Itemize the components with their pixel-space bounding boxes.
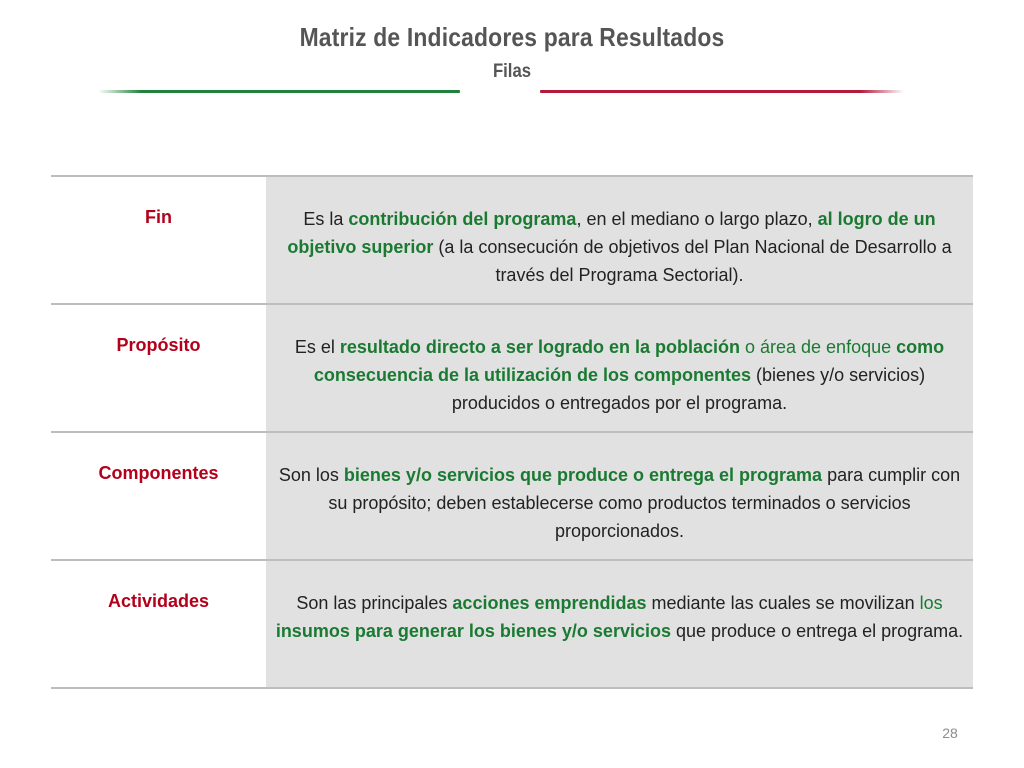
desc-highlight: acciones emprendidas [452, 593, 647, 613]
desc-segment: Son las principales [296, 593, 453, 613]
row-label-componentes: Componentes [51, 433, 266, 559]
page-title: Matriz de Indicadores para Resultados [299, 22, 725, 52]
desc-highlight: como consecuencia de la utilización de los componentes [313, 337, 945, 385]
desc-segment: Son los [278, 465, 344, 485]
desc-segment: (bienes y/o servicios) producidos o entregados por el programa. [451, 365, 926, 413]
desc-segment: Es el [294, 337, 340, 357]
row-description-proposito [266, 305, 973, 431]
desc-highlight: contribución del programa [348, 209, 577, 229]
desc-highlight: resultado directo a ser logrado en la población [339, 337, 740, 357]
row-description-actividades [266, 561, 973, 687]
page-subtitle: Filas [492, 61, 532, 82]
red-divider-line [540, 90, 904, 93]
desc-segment: (a la consecución de objetivos del Plan Nacional de Desarrollo a través del Programa Sectorial). [433, 237, 952, 285]
desc-highlight: insumos para generar los bienes y/o servicios [275, 621, 671, 641]
desc-highlight: bienes y/o servicios que produce o entrega el programa [343, 465, 823, 485]
row-label-proposito: Propósito [51, 305, 266, 431]
table-row-actividades [51, 561, 973, 689]
row-description-fin [266, 177, 973, 303]
page-number: 28 [942, 725, 958, 741]
desc-segment: , en el mediano o largo plazo, [576, 209, 818, 229]
desc-green-segment: o área de enfoque [739, 337, 897, 357]
desc-segment: Es la [303, 209, 349, 229]
mir-rows-table [51, 175, 973, 689]
green-divider-line [98, 90, 460, 93]
desc-green-segment: los [919, 593, 943, 613]
table-row-proposito [51, 305, 973, 433]
row-description-componentes [266, 433, 973, 559]
desc-segment: mediante las cuales se movilizan [646, 593, 920, 613]
table-row-fin [51, 177, 973, 305]
desc-segment: que produce o entrega el programa. [670, 621, 964, 641]
row-label-fin: Fin [51, 177, 266, 303]
row-label-actividades: Actividades [51, 561, 266, 687]
desc-highlight: al logro de un objetivo superior [287, 209, 936, 257]
table-row-componentes [51, 433, 973, 561]
desc-segment: para cumplir con su propósito; deben establecerse como productos terminados o servicios proporcionados. [328, 465, 961, 541]
